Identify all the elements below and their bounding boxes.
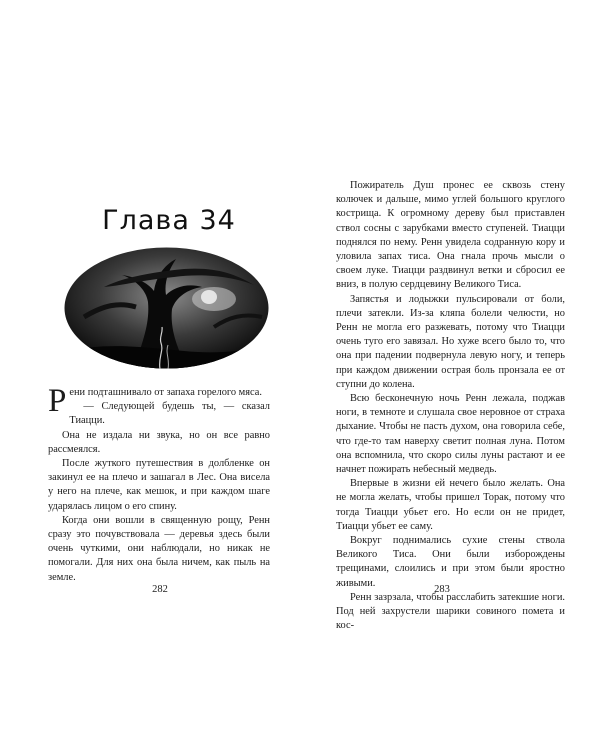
- right-page-body: [336, 179, 565, 634]
- chapter-title: Глава 34: [102, 205, 236, 236]
- paragraph: Она не издала ни звука, но он все равно рассмеялся.: [48, 429, 270, 455]
- paragraph: После жуткого путешествия в долбленке он закинул ее на плечо и зашагал в Лес. Она висела у него на плече, как мешок, и при каждом шаге ударялась лицом о его спину.: [48, 458, 270, 512]
- paragraph: Рени подташнивало от запаха горелого мяса.: [48, 383, 262, 419]
- page-number: 283: [434, 584, 450, 595]
- paragraph: Вокруг поднимались сухие стены ствола Великого Тиса. Они были изборождены трещинами, слоились и при этом были яростно живыми.: [336, 535, 565, 589]
- paragraph: Ренн зазрзала, чтобы расслабить затекшие ноги. Под ней захрустели шарики совиного помета и кос-: [336, 591, 565, 632]
- paragraph: Впервые в жизни ей нечего было желать. Она не могла желать, чтобы пришел Торак, потому что тогда Тиацци убьет его. Но если он не придет, Тиацци убьет ее саму.: [336, 478, 565, 532]
- paragraph: Всю бесконечную ночь Ренн лежала, поджав ноги, в темноте и слушала свое неровное от страха дыхание. Чтобы не пасть духом, она говорила себе, что где-то там наверху светит полная луна. Потом она вспомнила, что скоро силы луны растают и ее начнет пожирать небесный медведь.: [336, 393, 565, 476]
- chapter-illustration: [64, 247, 269, 369]
- paragraph: Запястья и лодыжки пульсировали от боли, плечи затекли. Из-за кляпа болели челюсти, но Ренн не могла его разжевать, потому что Тиацци очень туго его завязал. Но хуже всего было то, что она при падении подвернула левую ногу, и теперь при каждом движении острая боль пронзала ее от ступни до колена.: [336, 293, 565, 390]
- drop-cap: Р: [48, 383, 67, 419]
- right-page: [300, 0, 600, 750]
- paragraph: — Следующей будешь ты, — сказал Тиацци.: [69, 401, 270, 427]
- paragraph: Пожиратель Душ пронес ее сквозь стену колючек и дальше, мимо углей большого круглого кострища. К огромному дереву был приставлен ствол сосны с зарубками вместо ступеней. Тиацци поднялся по нему. Ренн увидела содранную кору и уловила запах тиса. Она гнала прочь мысли о своем луке. Тиацци раздвинул ветки и сбросил ее вниз, в полую сердцевину Великого Тиса.: [336, 180, 565, 291]
- page-number: 282: [152, 584, 168, 595]
- paragraph: Когда они вошли в священную рощу, Ренн сразу это почувствовала — деревья здесь были очень чуткими, они наблюдали, но никак не помогали. Для них она была ничем, как пыль на земле.: [48, 514, 270, 583]
- left-page-body: [48, 383, 270, 585]
